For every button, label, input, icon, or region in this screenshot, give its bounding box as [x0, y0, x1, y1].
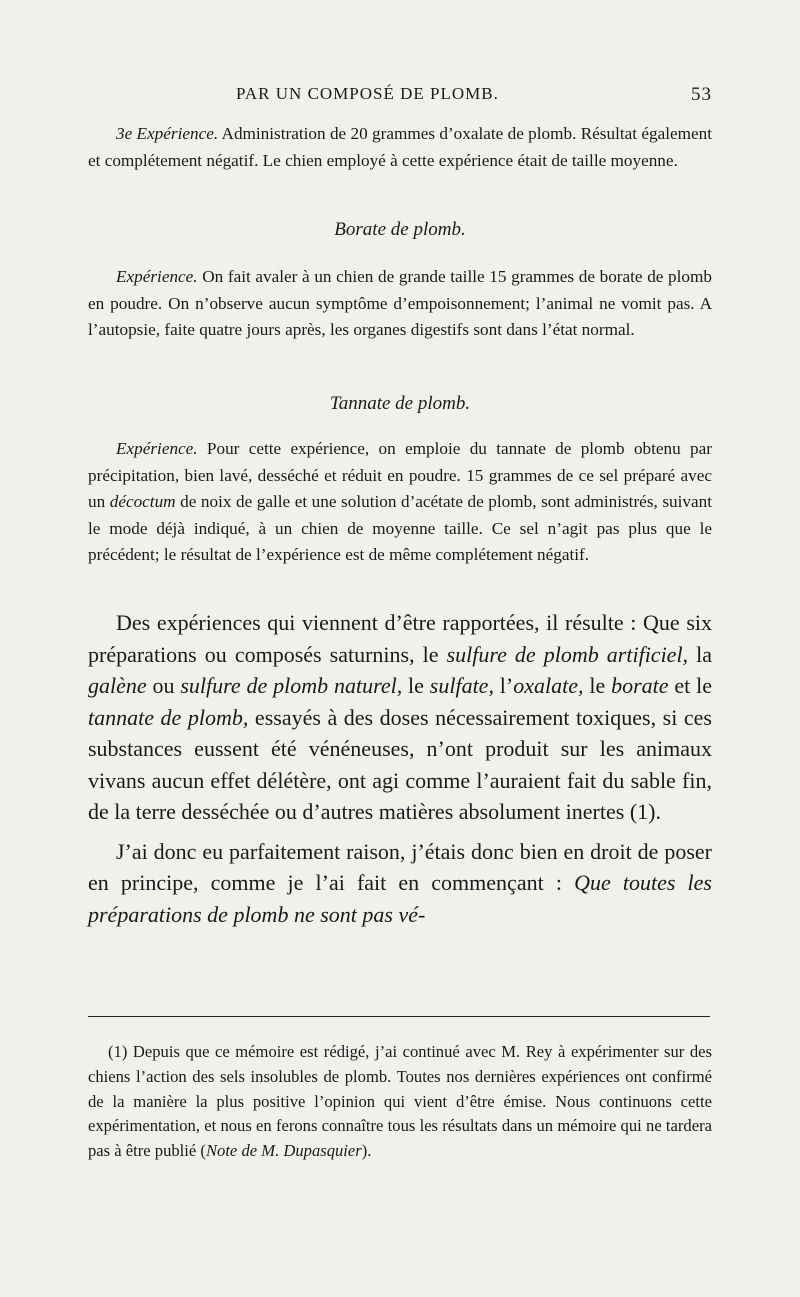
conclusion-term: sulfure de plomb naturel, [180, 673, 403, 698]
experiment-text: On fait avaler à un chien de grande taille 15 grammes de borate de plomb en poudre. On n’observe aucun symptôme d’empoisonnement; l’animal ne vomit pas. A l’autopsie, faite quatre jours après, les organes digestifs sont dans l’état normal. [88, 267, 712, 339]
experiment-text: Administration de 20 grammes d’oxalate de plomb. Résultat également et complétement négatif. Le chien employé à cette expérience était de taille moyenne. [88, 124, 712, 170]
conclusion-text: ou [146, 673, 181, 698]
conclusion-term: sulfate, [429, 673, 494, 698]
conclusion-term: tannate de plomb, [88, 704, 249, 730]
borate-paragraph [88, 264, 712, 344]
footnote [88, 1040, 712, 1164]
conclusion-text: le [583, 673, 612, 698]
conclusion-term: borate [611, 673, 669, 698]
footnote-text: ). [361, 1141, 372, 1161]
decoctum-term: décoctum [109, 492, 176, 511]
tannate-heading: Tannate de plomb. [329, 393, 471, 414]
conclusion-term: galène [88, 673, 147, 698]
borate-heading: Borate de plomb. [334, 219, 466, 240]
conclusion-text: Des expériences qui viennent d’être rapportées, il résulte : Que six préparations ou composés saturnins, le [88, 610, 712, 667]
conclusion-text: essayés à des doses nécessairement toxiques, si ces substances eussent été vénéneuses, n’ont produit sur les animaux vivans aucun effet délétère, ont agi comme l’auraient fait du sable fin, de la terre desséchée ou d’autres matières absolument inertes (1). [88, 704, 712, 824]
conclusion-paragraph [88, 607, 712, 930]
third-experiment-paragraph [88, 121, 712, 174]
running-head [88, 84, 712, 112]
experiment-label: Expérience. [116, 267, 198, 286]
conclusion-text: et le [668, 673, 712, 698]
experiment-text: Pour cette expérience, on emploie du tannate de plomb obtenu par précipitation, bien lavé, desséché et réduit en poudre. 15 grammes de ce sel préparé avec un [88, 439, 712, 511]
footnote-text: (1) Depuis que ce mémoire est rédigé, j’ai continué avec M. Rey à expérimenter sur des chiens l’action des sels insolubles de plomb. Toutes nos dernières expériences ont confirmé de la manière la plus positive l’opinion qui vient d’être émise. Nous continuons cette expérimentation, et nous en ferons connaître tous les résultats dans un mémoire qui ne tardera pas à être publié ( [88, 1042, 712, 1161]
conclusion-term: sulfure de plomb artificiel, [446, 641, 689, 667]
running-head-title: PAR UN COMPOSÉ DE PLOMB. [236, 84, 499, 103]
conclusion-text: l’ [493, 673, 514, 698]
conclusion-text: le [402, 673, 430, 698]
page-number: 53 [691, 84, 712, 105]
footnote-rule [88, 1016, 710, 1017]
footnote-attribution: Note de M. Dupasquier [205, 1141, 362, 1161]
experiment-text: de noix de galle et une solution d’acétate de plomb, sont administrés, suivant le mode déjà indiqué, à un chien de moyenne taille. Ce sel n’agit pas plus que le précédent; le résultat de l’expérience est de même complétement négatif. [88, 492, 712, 564]
experiment-label: Expérience. [116, 439, 198, 458]
conclusion-text: J’ai donc eu parfaitement raison, j’étais donc bien en droit de poser en principe, comme je l’ai fait en commençant : [88, 838, 712, 895]
experiment-label: 3e Expérience. [116, 124, 219, 143]
conclusion-text: la [688, 641, 712, 667]
conclusion-term: oxalate, [513, 673, 584, 698]
conclusion-principle: Que toutes les préparations de plomb ne sont pas vé- [88, 870, 712, 927]
tannate-paragraph [88, 436, 712, 569]
